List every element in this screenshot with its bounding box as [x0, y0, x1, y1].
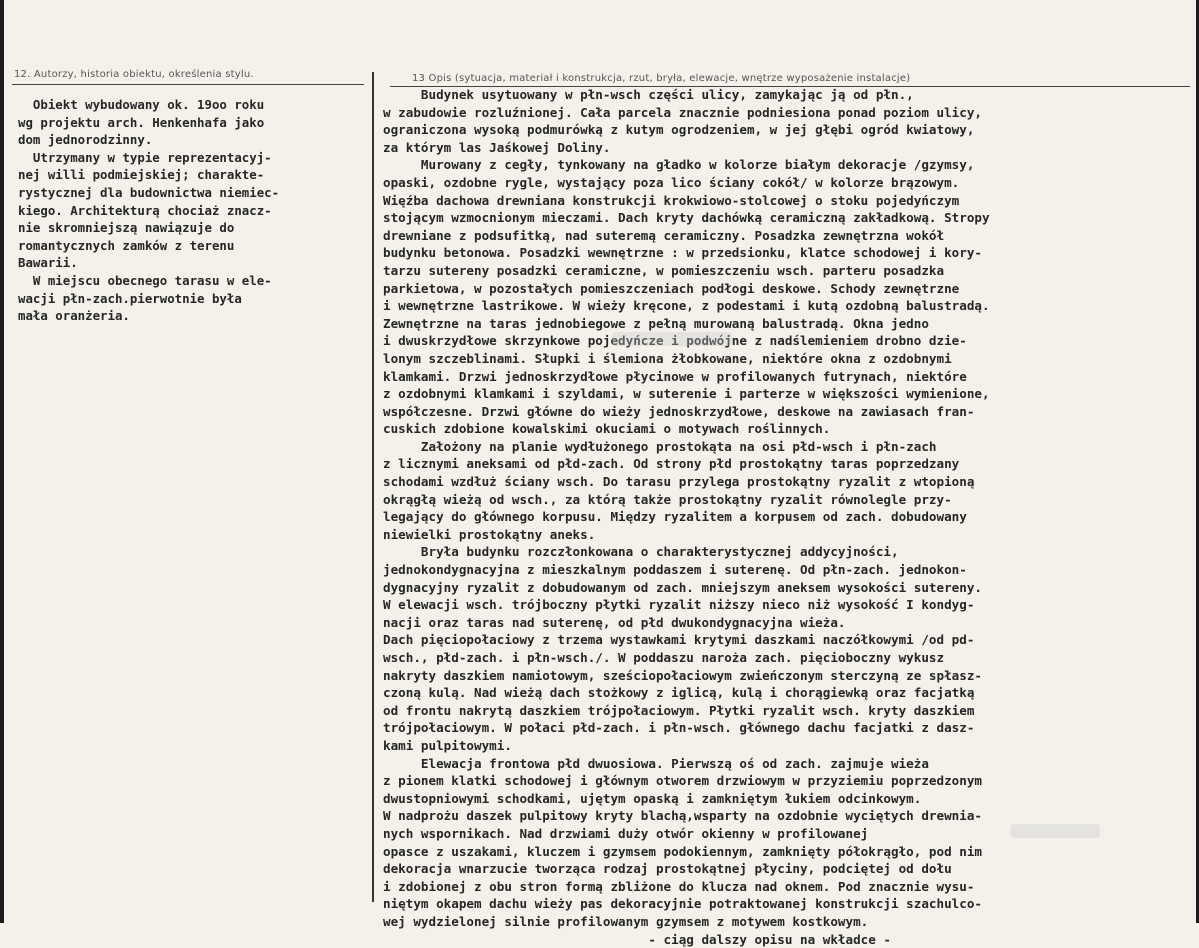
text-line: lonym szczeblinami. Słupki i ślemiona żłobkowane, niektóre okna z ozdobnymi	[383, 350, 952, 366]
text-line: stojącym wzmocnionym mieczami. Dach kryty dachówką ceramiczną zakładkową. Stropy	[383, 210, 990, 226]
typewriter-smudge	[612, 332, 732, 346]
text-line: okrągłą wieżą od wsch., za którą także prostokątny ryzalit równolegle przy-	[383, 491, 952, 507]
text-line: W elewacji wsch. trójboczny płytki ryzalit niższy nieco niż wysokość I kondyg-	[383, 597, 975, 613]
text-line: schodami wzdłuż ściany wsch. Do tarasu przylega prostokątny ryzalit z wtopioną	[383, 474, 975, 490]
text-line: - ciąg dalszy opisu na wkładce -	[383, 931, 891, 947]
text-line: tarzu sutereny posadzki ceramiczne, w pomieszczeniu wsch. parteru posadzka	[383, 262, 945, 278]
text-line: nakryty daszkiem namiotowym, sześciopołaciowym zwieńczonym sterczyną ze spłasz-	[383, 667, 982, 683]
text-line: jednokondygnacyjna z mieszkalnym poddaszem i suterenę. Od płn-zach. jednokon-	[383, 562, 967, 578]
text-line: W miejscu obecnego tarasu w ele-	[18, 272, 272, 288]
text-line: Utrzymany w typie reprezentacyj-	[18, 149, 272, 165]
text-line: kami pulpitowymi.	[383, 737, 512, 753]
text-line: Założony na planie wydłużonego prostokąta na osi płd-wsch i płn-zach	[383, 438, 937, 454]
text-line: opasce z uszakami, kluczem i gzymsem podokiennym, zamknięty półokrągło, pod nim	[383, 843, 982, 859]
text-line: od frontu nakrytą daszkiem trójpołaciowym. Płytki ryzalit wsch. kryty daszkiem	[383, 702, 975, 718]
left-header-rule	[12, 84, 364, 85]
text-line: nych wspornikach. Nad drzwiami duży otwór okienny w profilowanej	[383, 825, 869, 841]
text-line: i zdobionej z obu stron formą zbliżone do klucza nad oknem. Pod znacznie wysu-	[383, 878, 975, 894]
text-line: dygnacyjny ryzalit z dobudowanym od zach. mniejszym aneksem wysokości sutereny.	[383, 579, 982, 595]
column-divider	[372, 72, 374, 902]
text-line: i dwuskrzydłowe skrzynkowe pojedyńcze i podwójne z nadślemieniem drobno dzie-	[383, 333, 967, 349]
text-line: wg projektu arch. Henkenhafa jako	[18, 114, 265, 130]
text-line: dwustopniowymi schodkami, ujętym opaską i zamkniętym łukiem odcinkowym.	[383, 790, 922, 806]
text-line: Elewacja frontowa płd dwuosiowa. Pierwszą oś od zach. zajmuje wieża	[383, 755, 929, 771]
text-line: klamkami. Drzwi jednoskrzydłowe płycinowe w profilowanych futrynach, niektóre	[383, 368, 967, 384]
text-line: z licznymi aneksami od płd-zach. Od strony płd prostokątny taras poprzedzany	[383, 456, 960, 472]
text-line: W nadprożu daszek pulpitowy kryty blachą,wsparty na ozdobnie wyciętych drewnia-	[383, 808, 982, 824]
text-line: i wewnętrzne lastrikowe. W wieży kręcone, z podestami i kutą ozdobną balustradą.	[383, 298, 990, 314]
text-line: Dach pięciopołaciowy z trzema wystawkami krytymi daszkami naczółkowymi /od pd-	[383, 632, 975, 648]
text-line: cuskich zdobione kowalskimi okuciami o motywach roślinnych.	[383, 421, 831, 437]
text-line: Bawarii.	[18, 255, 78, 271]
text-line: wsch., płd-zach. i płn-wsch./. W poddaszu naroża zach. pięcioboczny wykusz	[383, 650, 945, 665]
text-line: nie skromniejszą nawiązuje do	[18, 220, 235, 236]
left-column-header: 12. Autorzy, historia obiektu, określenia stylu.	[14, 69, 254, 80]
text-line: budynku betonowa. Posadzki wewnętrzne : w przedsionku, klatce schodowej i kory-	[383, 245, 982, 261]
text-line: z ozdobnymi klamkami i szyldami, w suterenie i parterze w większości wymienione,	[383, 386, 990, 402]
text-line: drewniane z podsufitką, nad suteremą ceramiczny. Posadzka zewnętrzna wokół	[383, 227, 945, 243]
text-line: parkietowa, w pozostałych pomieszczeniach podłogi deskowe. Schody zewnętrzne	[383, 280, 960, 296]
text-line: ograniczona wysoką podmurówką z kutym ogrodzeniem, w jej głębi ogród kwiatowy,	[383, 122, 975, 138]
building-description-text	[383, 86, 990, 948]
text-line: legający do głównego korpusu. Między ryzalitem a korpusem od zach. dobudowany	[383, 509, 967, 525]
text-line: wej wydzielonej silnie profilowanym gzymsem z motywem kostkowym.	[383, 913, 869, 929]
text-line: czoną kulą. Nad wieżą dach stożkowy z iglicą, kulą i chorągiewką oraz facjatką	[383, 685, 975, 701]
text-line: rystycznej dla budownictwa niemiec-	[18, 184, 280, 200]
text-line: Budynek usytuowany w płn-wsch części ulicy, zamykając ją od płn.,	[383, 87, 914, 102]
text-line: dekoracja wnarzucie tworząca rodzaj prostokątnej płyciny, podciętej od dołu	[383, 861, 952, 877]
right-column-header: 13 Opis (sytuacja, materiał i konstrukcja, rzut, bryła, elewacje, wnętrze wyposażenie instalacje)	[412, 73, 911, 84]
typewriter-smudge	[1010, 824, 1100, 838]
text-line: trójpołaciowym. W połaci płd-zach. i płn-wsch. głównego dachu facjatki z dasz-	[383, 720, 975, 736]
text-line: Obiekt wybudowany ok. 19oo roku	[18, 97, 265, 112]
authors-history-text	[18, 96, 279, 325]
text-line: Więźba dachowa drewniana konstrukcji krokwiowo-stolcowej o stoku pojedyńczym	[383, 192, 960, 208]
text-line: nej willi podmiejskiej; charakte-	[18, 167, 265, 183]
text-line: Murowany z cegły, tynkowany na gładko w kolorze białym dekoracje /gzymsy,	[383, 157, 975, 173]
text-line: mała oranżeria.	[18, 308, 130, 324]
text-line: Bryła budynku rozczłonkowana o charakterystycznej addycyjności,	[383, 544, 899, 560]
text-line: dom jednorodzinny.	[18, 132, 153, 148]
text-line: w zabudowie rozluźnionej. Cała parcela znacznie podniesiona ponad poziom ulicy,	[383, 104, 982, 120]
text-line: Zewnętrzne na taras jednobiegowe z pełną murowaną balustradą. Okna jedno	[383, 315, 929, 331]
text-line: opaski, ozdobne rygle, wystający poza lico ściany cokół/ w kolorze brązowym.	[383, 174, 960, 190]
text-line: wacji płn-zach.pierwotnie była	[18, 290, 242, 306]
text-line: z pionem klatki schodowej i głównym otworem drzwiowym w przyziemiu poprzedzonym	[383, 773, 982, 789]
text-line: niętym okapem dachu wieży pas dekoracyjnie potraktowanej konstrukcji szachulco-	[383, 896, 982, 912]
text-line: za którym las Jaśkowej Doliny.	[383, 139, 611, 155]
text-line: nacji oraz taras nad suterenę, od płd dwukondygnacyjna wieża.	[383, 614, 846, 630]
text-line: niewielki prostokątny aneks.	[383, 526, 596, 542]
text-line: współczesne. Drzwi główne do wieży jednoskrzydłowe, deskowe na zawiasach fran-	[383, 403, 975, 419]
text-line: kiego. Architekturą chociaż znacz-	[18, 202, 272, 218]
text-line: romantycznych zamków z terenu	[18, 237, 235, 253]
